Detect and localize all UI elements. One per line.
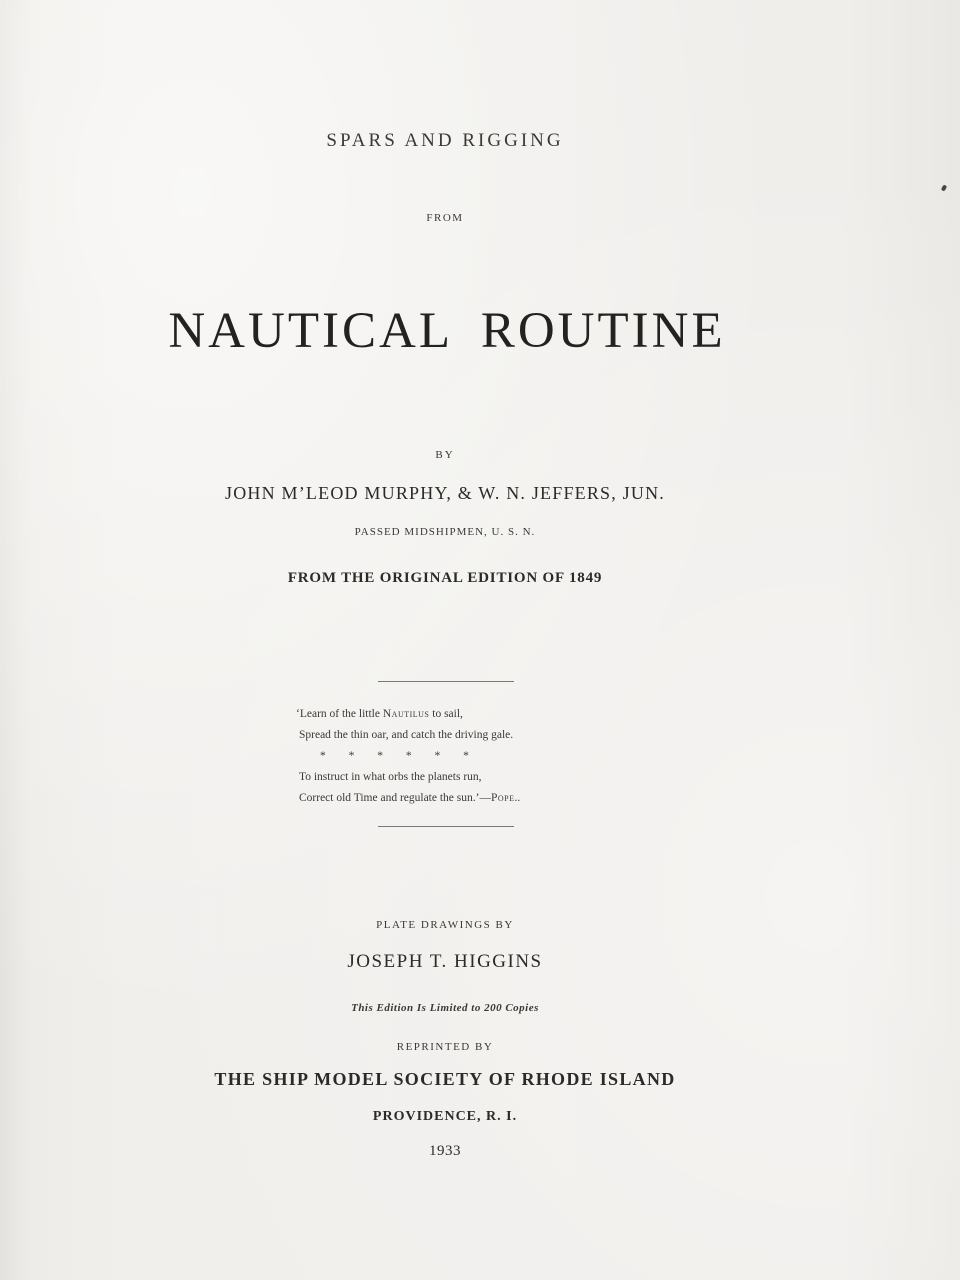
epigraph-line-4: Correct old Time and regulate the sun.’—Pope.. — [299, 792, 521, 804]
publisher-society: THE SHIP MODEL SOCIETY OF RHODE ISLAND — [214, 1069, 676, 1089]
nautilus-word: Nautilus — [382, 708, 430, 720]
limited-edition-note: This Edition Is Limited to 200 Copies — [351, 1002, 539, 1014]
epigraph-stars: * * * * * * — [320, 750, 469, 762]
epigraph-line-3: To instruct in what orbs the planets run, — [299, 771, 482, 783]
publication-year: 1933 — [429, 1143, 461, 1159]
reprinted-label: REPRINTED BY — [396, 1041, 494, 1053]
ink-speck — [941, 184, 947, 191]
plate-label: PLATE DRAWINGS BY — [376, 919, 514, 931]
from-label: FROM — [426, 212, 464, 224]
divider-top — [378, 681, 514, 682]
by-label: BY — [435, 449, 455, 461]
authors: JOHN M’LEOD MURPHY, & W. N. JEFFERS, JUN. — [225, 483, 665, 503]
epigraph-line-1: ‘Learn of the little Nautilus to sail, — [296, 708, 463, 720]
epigraph-line-2: Spread the thin oar, and catch the driving gale. — [299, 729, 514, 741]
main-title: NAUTICAL ROUTINE — [168, 303, 726, 359]
epigraph-attribution: Pope — [490, 792, 515, 804]
edition-note: FROM THE ORIGINAL EDITION OF 1849 — [287, 570, 603, 586]
publisher-city: PROVIDENCE, R. I. — [372, 1109, 518, 1124]
epigraph — [296, 704, 626, 809]
artist-name: JOSEPH T. HIGGINS — [347, 951, 543, 972]
subtitle: SPARS AND RIGGING — [326, 130, 564, 151]
divider-bottom — [378, 826, 514, 827]
author-rank: PASSED MIDSHIPMEN, U. S. N. — [354, 526, 536, 538]
